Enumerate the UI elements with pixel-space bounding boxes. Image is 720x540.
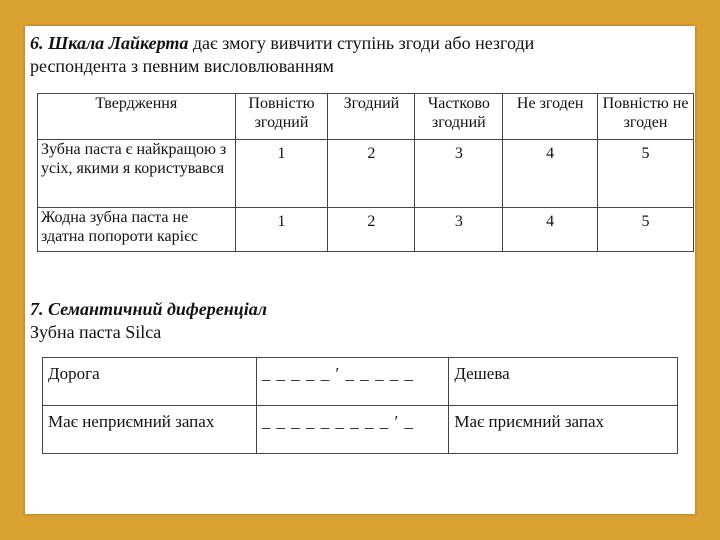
- likert-value: 4: [503, 208, 598, 252]
- item6-paragraph: [30, 32, 630, 78]
- likert-table: [37, 93, 694, 252]
- likert-value: 5: [598, 208, 694, 252]
- table-row: [38, 140, 694, 208]
- likert-header-cell: Повністю згодний: [235, 94, 328, 140]
- likert-header-cell: Повністю не згоден: [598, 94, 694, 140]
- slide: [25, 26, 695, 514]
- likert-value: 1: [235, 140, 328, 208]
- semantic-scale: _ _ _ _ _ _ _ _ _ ʹ _: [256, 406, 449, 454]
- likert-value: 5: [598, 140, 694, 208]
- likert-value: 2: [328, 208, 415, 252]
- likert-header-cell: Твердження: [38, 94, 236, 140]
- likert-header-cell: Не згоден: [503, 94, 598, 140]
- likert-value: 4: [503, 140, 598, 208]
- item6-text-line1: дає змогу вивчити ступінь згоди або незгоди: [188, 33, 535, 53]
- likert-statement: Зубна паста є найкращою з усіх, якими я користувався: [38, 140, 236, 208]
- likert-value: 3: [415, 208, 503, 252]
- likert-header-cell: Згодний: [328, 94, 415, 140]
- semantic-left-pole: Дорога: [43, 358, 257, 406]
- likert-statement: Жодна зубна паста не здатна попороти карієс: [38, 208, 236, 252]
- semantic-scale: _ _ _ _ _ ʹ _ _ _ _ _: [256, 358, 449, 406]
- item7-title: 7. Семантичний диференціал: [30, 299, 268, 319]
- semantic-left-pole: Має неприємний запах: [43, 406, 257, 454]
- semantic-differential-table: [42, 357, 678, 454]
- likert-value: 3: [415, 140, 503, 208]
- table-row: [43, 358, 678, 406]
- item6-title: 6. Шкала Лайкерта: [30, 33, 189, 53]
- likert-value: 1: [235, 208, 328, 252]
- item7-paragraph: [30, 298, 267, 344]
- item7-subtitle: Зубна паста Silca: [30, 322, 162, 342]
- table-row: [43, 406, 678, 454]
- likert-header-cell: Частково згодний: [415, 94, 503, 140]
- table-row: [38, 208, 694, 252]
- likert-value: 2: [328, 140, 415, 208]
- likert-header-row: [38, 94, 694, 140]
- item6-text-line2: респондента з певним висловлюванням: [30, 56, 334, 76]
- semantic-right-pole: Має приємний запах: [449, 406, 678, 454]
- semantic-right-pole: Дешева: [449, 358, 678, 406]
